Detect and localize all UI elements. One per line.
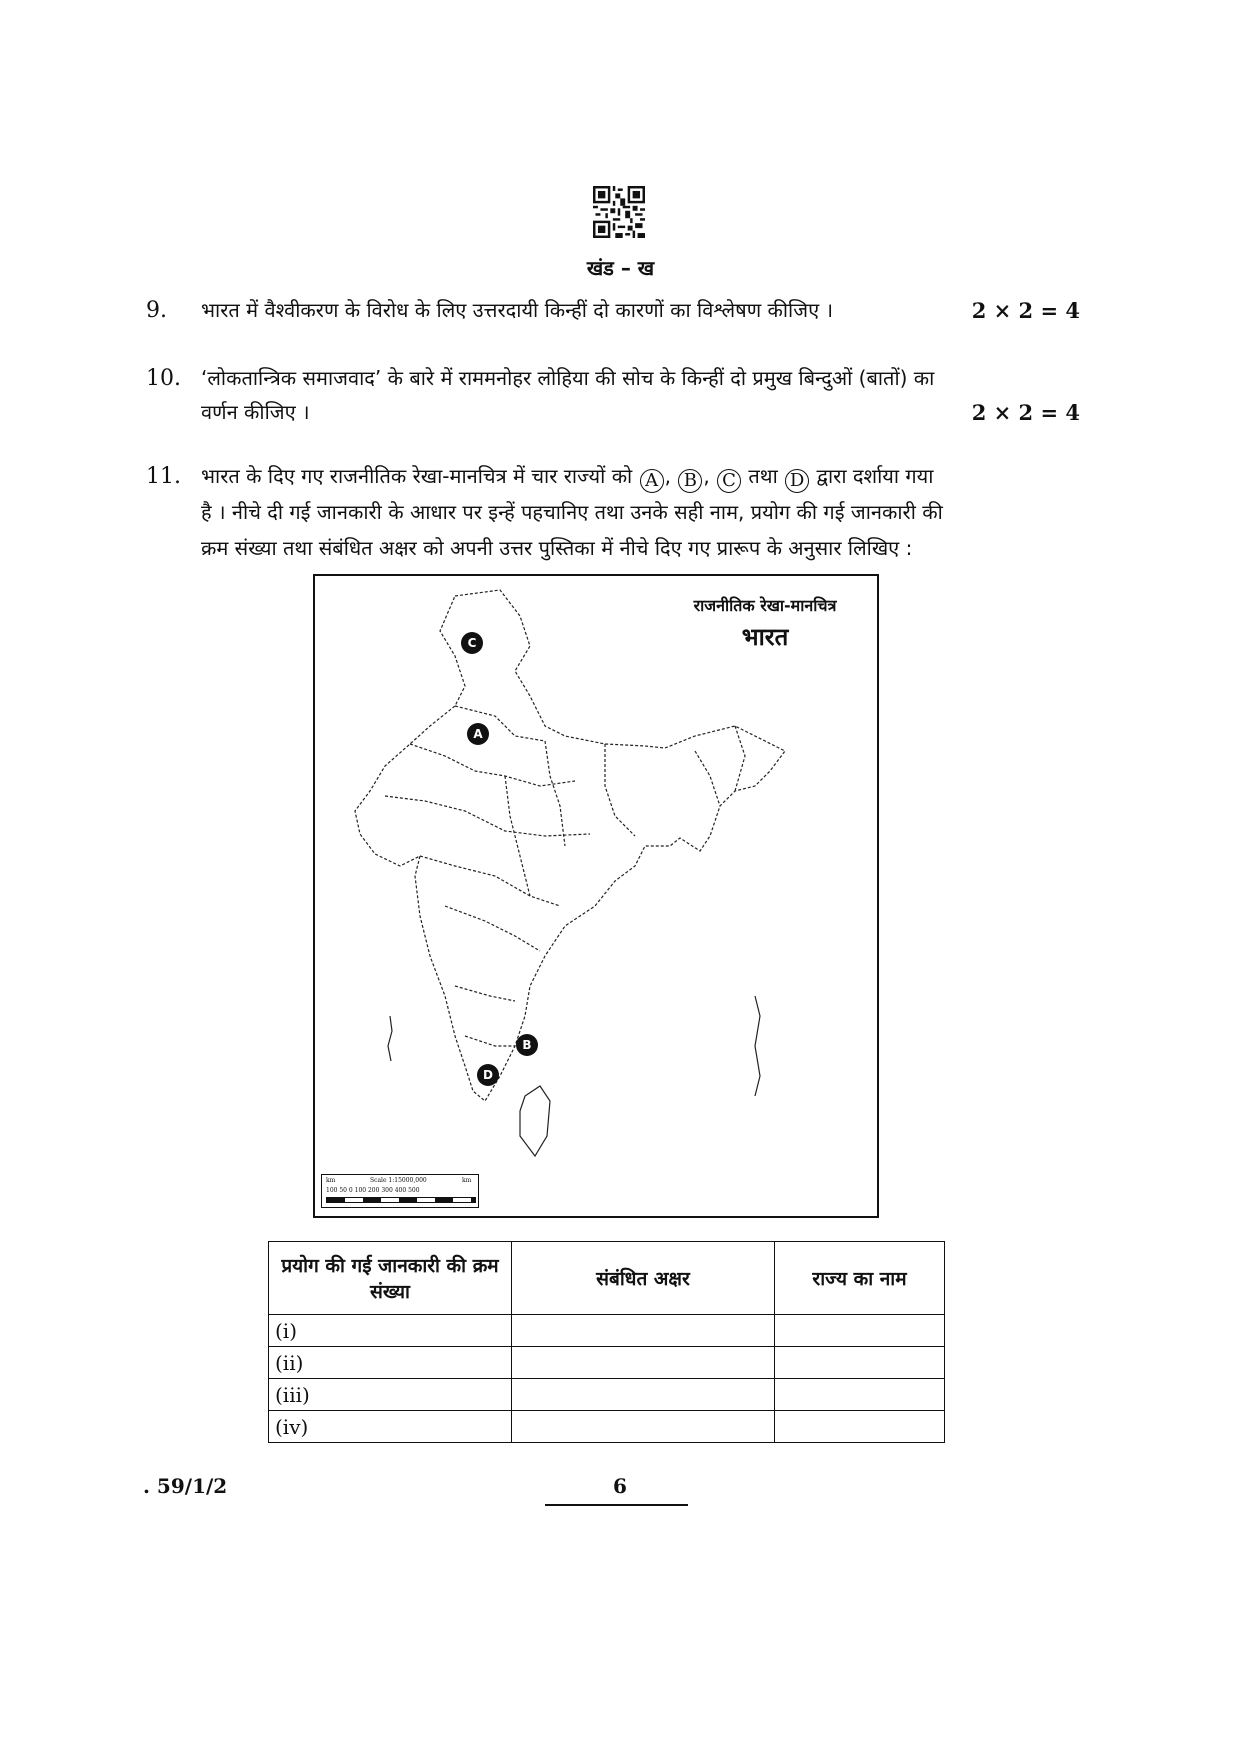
- row-state-cell: [775, 1379, 945, 1411]
- label-d-circle: D: [785, 469, 809, 493]
- india-outline-drawing: [315, 576, 877, 1216]
- question-10-text-line1: ‘लोकतान्त्रिक समाजवाद’ के बारे में राममनोहर लोहिया की सोच के किन्हीं दो प्रमुख बिन्दुओं (बातों) का: [201, 366, 935, 390]
- row-serial: (iii): [269, 1379, 512, 1411]
- row-letter-cell: [512, 1347, 775, 1379]
- answer-format-table: [268, 1241, 945, 1443]
- map-title: राजनीतिक रेखा-मानचित्र: [693, 596, 837, 615]
- question-11-line1-end: द्वारा दर्शाया गया: [816, 464, 934, 488]
- conjunction: तथा: [748, 464, 778, 488]
- map-marker-c: C: [461, 632, 483, 654]
- question-10-text-line2: वर्णन कीजिए ।: [201, 400, 310, 424]
- question-11-number: 11.: [146, 464, 181, 489]
- row-letter-cell: [512, 1315, 775, 1347]
- question-11-text-line2: है । नीचे दी गई जानकारी के आधार पर इन्हें पहचानिए तथा उनके सही नाम, प्रयोग की गई जानकारी की: [201, 500, 943, 524]
- map-marker-b: B: [516, 1034, 538, 1056]
- label-c-circle: C: [717, 469, 741, 493]
- map-marker-d: D: [477, 1064, 499, 1086]
- qr-code-icon: [593, 186, 645, 238]
- table-header-letter: संबंधित अक्षर: [512, 1242, 775, 1315]
- question-11-line1-start: भारत के दिए गए राजनीतिक रेखा-मानचित्र में चार राज्यों को: [201, 464, 633, 488]
- row-state-cell: [775, 1347, 945, 1379]
- question-11-text-line3: क्रम संख्या तथा संबंधित अक्षर को अपनी उत्तर पुस्तिका में नीचे दिए गए प्रारूप के अनुसार लिखिए :: [201, 536, 913, 560]
- table-header-serial: प्रयोग की गई जानकारी की क्रम संख्या: [269, 1242, 512, 1315]
- map-marker-a: A: [467, 723, 489, 745]
- question-10-marks: 2 × 2 = 4: [971, 400, 1080, 425]
- row-serial: (iv): [269, 1411, 512, 1443]
- table-row: [269, 1347, 945, 1379]
- india-political-map: [313, 574, 879, 1218]
- scale-graduation: [326, 1197, 476, 1203]
- question-9-text: भारत में वैश्वीकरण के विरोध के लिए उत्तरदायी किन्हीं दो कारणों का विश्लेषण कीजिए ।: [201, 298, 834, 322]
- map-subtitle: भारत: [741, 623, 789, 651]
- section-heading: खंड – ख: [586, 256, 655, 280]
- page-number-underline: [545, 1504, 688, 1506]
- scale-unit-right: km: [462, 1177, 472, 1184]
- table-row: [269, 1411, 945, 1443]
- table-row: [269, 1315, 945, 1347]
- row-serial: (ii): [269, 1347, 512, 1379]
- table-header-state: राज्य का नाम: [775, 1242, 945, 1315]
- label-a-circle: A: [640, 469, 664, 493]
- scale-unit-left: km: [326, 1177, 336, 1184]
- label-b-circle: B: [678, 469, 702, 493]
- table-row: [269, 1379, 945, 1411]
- paper-code: . 59/1/2: [143, 1474, 228, 1498]
- row-state-cell: [775, 1411, 945, 1443]
- scale-label: Scale 1:15000,000: [370, 1177, 427, 1184]
- question-11-text-line1: भारत के दिए गए राजनीतिक रेखा-मानचित्र में चार राज्यों को A , B , C तथा D द्वारा दर्शाया गया: [201, 464, 934, 491]
- question-9-marks: 2 × 2 = 4: [971, 298, 1080, 323]
- row-serial: (i): [269, 1315, 512, 1347]
- row-letter-cell: [512, 1411, 775, 1443]
- question-9-number: 9.: [146, 298, 167, 323]
- row-state-cell: [775, 1315, 945, 1347]
- question-10-number: 10.: [146, 366, 181, 391]
- map-scale-bar: [321, 1174, 479, 1208]
- page-number: 6: [613, 1474, 627, 1498]
- scale-ticks: 100 50 0 100 200 300 400 500: [326, 1187, 420, 1194]
- row-letter-cell: [512, 1379, 775, 1411]
